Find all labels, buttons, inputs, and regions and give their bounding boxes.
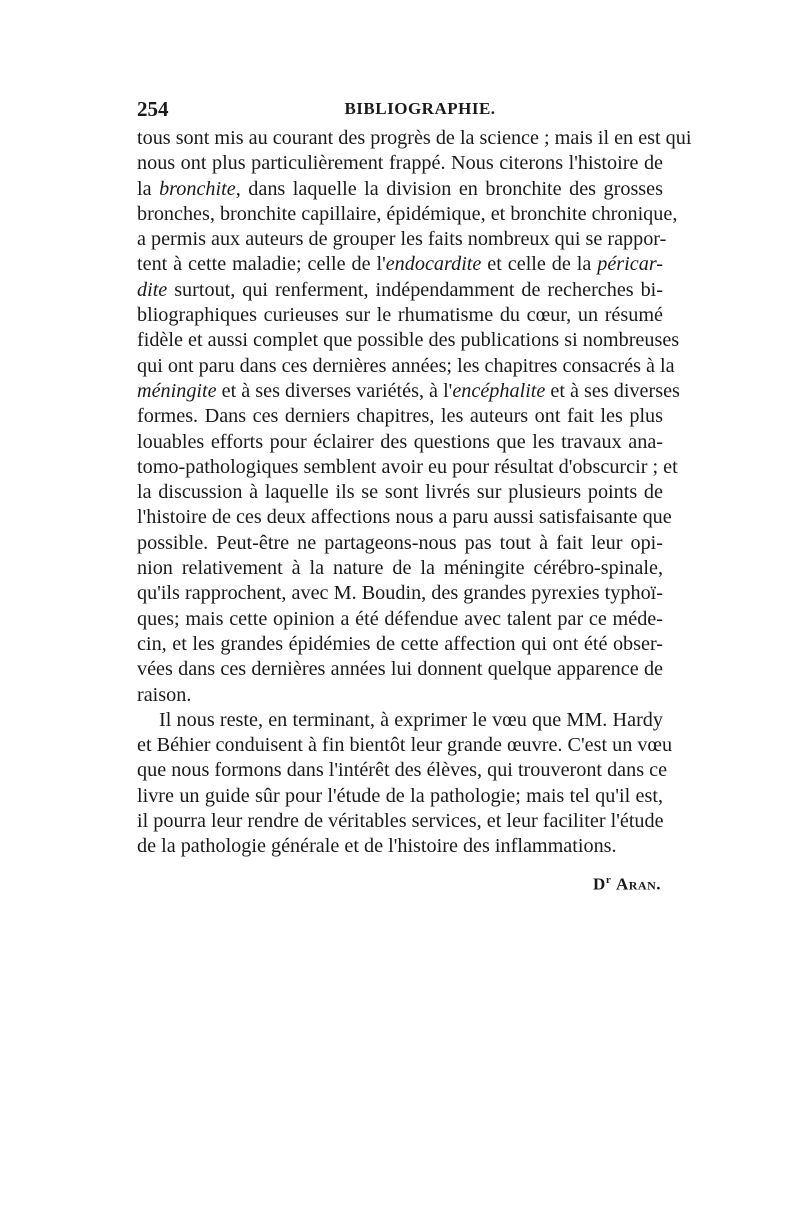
text-line (137, 607, 663, 632)
paragraph-2 (137, 708, 673, 860)
text-line (137, 379, 680, 404)
text-line (137, 252, 663, 277)
text-line (137, 683, 663, 708)
text-line (137, 632, 663, 657)
paragraph-1 (137, 126, 692, 708)
page-header (137, 96, 663, 122)
text-run: tomo-pathologiques semblent avoir eu pour résultat d'obscurcir ; et (137, 455, 678, 478)
text-line (137, 556, 663, 581)
text-run: cin, et les grandes épidémies de cette affection qui ont été obser- (137, 632, 663, 655)
text-run: vées dans ces dernières années lui donnent quelque apparence de (137, 658, 663, 681)
book-page (137, 96, 692, 894)
text-run: tous sont mis au courant des progrès de la science ; mais il en est qui (137, 127, 692, 149)
text-run: nion relativement à la nature de la méningite cérébro-spinale, (137, 557, 663, 580)
signature-title-sup: r (605, 873, 612, 886)
text-run: surtout, qui renferment, indépendamment de recherches bi- (167, 278, 663, 301)
text-run: formes. Dans ces derniers chapitres, les auteurs ont fait les plus (137, 405, 663, 428)
text-line (137, 227, 667, 252)
text-line (137, 809, 663, 834)
text-run: il pourra leur rendre de véritables services, et leur faciliter l'étude (137, 810, 664, 833)
text-line (137, 278, 663, 303)
text-run: nous ont plus particulièrement frappé. Nous citerons l'histoire de (137, 152, 663, 175)
text-run: fidèle et aussi complet que possible des publications si nombreuses (137, 329, 680, 352)
text-run: qu'ils rapprochent, avec M. Boudin, des grandes pyrexies typhoï- (137, 582, 663, 605)
italic-term: dite (137, 278, 168, 301)
text-run: ques; mais cette opinion a été défendue avec talent par ce méde- (137, 607, 663, 630)
text-run: et celle de la (481, 253, 598, 276)
text-line (137, 303, 663, 328)
italic-term: encéphalite (452, 379, 546, 402)
text-run: de la pathologie générale et de l'histoire des inflammations. (137, 835, 617, 858)
body-text (137, 126, 692, 860)
text-run: et à ses diverses (545, 379, 680, 402)
text-run: la (137, 177, 160, 200)
text-line (137, 126, 692, 151)
text-run: bronches, bronchite capillaire, épidémique, et bronchite chronique, (137, 202, 678, 225)
text-line (137, 834, 663, 859)
text-line (137, 733, 673, 758)
text-run: , dans laquelle la division en bronchite des grosses (235, 177, 663, 200)
text-line (137, 758, 668, 783)
text-run: Il nous reste, en terminant, à exprimer le vœu que MM. Hardy (159, 708, 663, 731)
text-line (137, 354, 675, 379)
text-line (137, 430, 663, 455)
text-run: tent à cette maladie; celle de l' (137, 253, 386, 276)
text-run: l'histoire de ces deux affections nous a paru aussi satisfaisante que (137, 506, 672, 529)
text-run: a permis aux auteurs de grouper les faits nombreux qui se rappor- (137, 228, 667, 251)
italic-term: bronchite (159, 177, 236, 200)
italic-term: péricar- (597, 253, 663, 276)
signature-title: D (593, 874, 606, 894)
signature-name: Aran. (615, 874, 661, 894)
text-line (137, 328, 680, 353)
text-line (137, 657, 663, 682)
text-run: que nous formons dans l'intérêt des élèves, qui trouveront dans ce (137, 759, 668, 782)
text-run: raison. (137, 683, 192, 706)
text-line (137, 531, 663, 556)
text-line (137, 404, 663, 429)
text-run: la discussion à laquelle ils se sont livrés sur plusieurs points de (137, 481, 663, 504)
text-line (137, 177, 663, 202)
italic-term: méningite (137, 379, 217, 402)
text-run: et Béhier conduisent à fin bientôt leur grande œuvre. C'est un vœu (137, 734, 673, 757)
text-line (137, 202, 678, 227)
text-run: louables efforts pour éclairer des questions que les travaux ana- (137, 430, 663, 453)
text-line (137, 455, 678, 480)
page-number: 254 (137, 97, 169, 121)
text-run: et à ses diverses variétés, à l' (216, 379, 453, 402)
text-line (137, 151, 663, 176)
signature (137, 874, 663, 895)
text-run: bliographiques curieuses sur le rhumatisme du cœur, un résumé (137, 304, 663, 327)
text-line (137, 581, 663, 606)
text-line (137, 784, 663, 809)
running-title: BIBLIOGRAPHIE. (344, 99, 496, 118)
text-run: qui ont paru dans ces dernières années; les chapitres consacrés à la (137, 354, 675, 377)
text-line (137, 708, 663, 733)
italic-term: endocardite (385, 253, 482, 276)
text-line (137, 480, 663, 505)
text-run: livre un guide sûr pour l'étude de la pathologie; mais tel qu'il est, (137, 784, 663, 807)
text-run: possible. Peut-être ne partageons-nous pas tout à fait leur opi- (137, 531, 663, 554)
text-line (137, 505, 672, 530)
